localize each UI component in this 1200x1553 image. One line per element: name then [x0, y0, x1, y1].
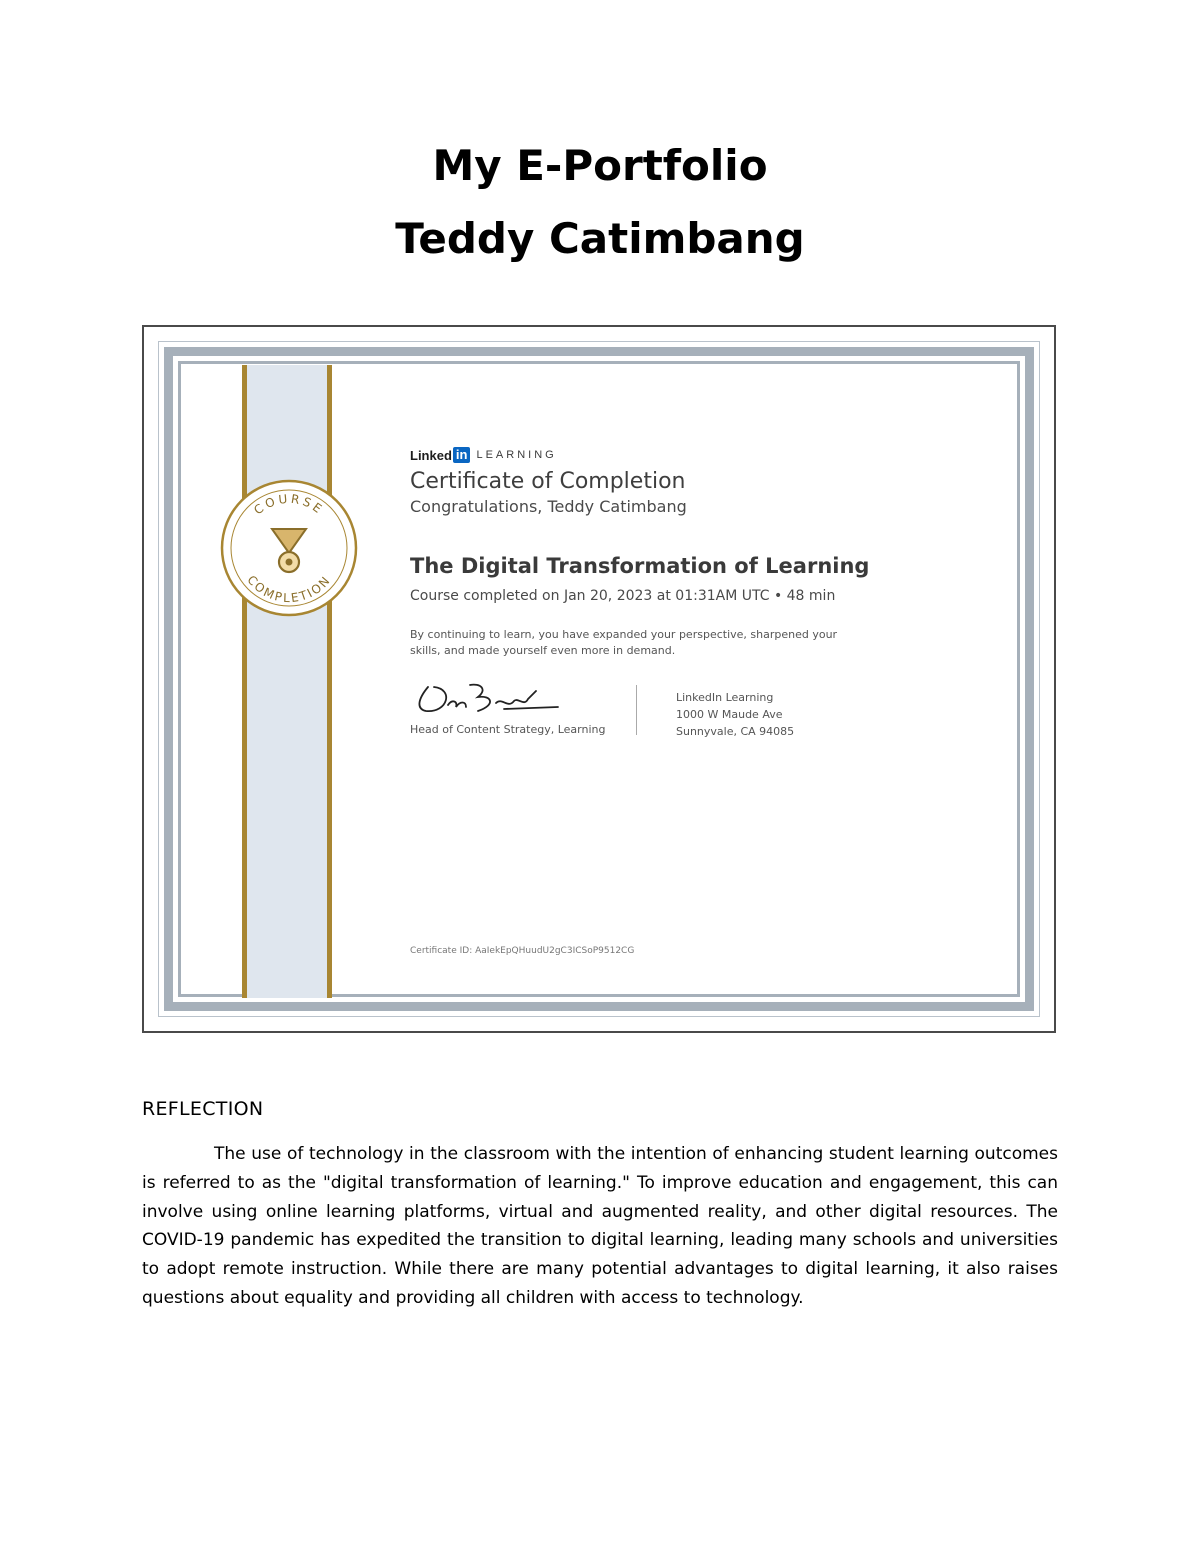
course-title: The Digital Transformation of Learning — [410, 554, 870, 578]
course-completed-info: Course completed on Jan 20, 2023 at 01:31AM UTC • 48 min — [410, 588, 836, 604]
reflection-heading: REFLECTION — [142, 1098, 264, 1120]
course-completion-seal — [220, 479, 358, 617]
certificate-id: Certificate ID: AaIekEpQHuudU2gC3ICSoP9512CG — [410, 946, 635, 956]
brand-in-box: in — [453, 447, 471, 463]
author-name: Teddy Catimbang — [395, 214, 805, 263]
brand-linked: Linked — [410, 447, 452, 463]
certificate-ribbon — [242, 365, 332, 998]
brand-learning: LEARNING — [476, 449, 557, 461]
address-line: Sunnyvale, CA 94085 — [676, 725, 795, 738]
address-line: 1000 W Maude Ave — [676, 708, 783, 721]
certificate-image — [142, 325, 1056, 1033]
seal-bottom-text: COMPLETION — [244, 572, 334, 606]
certificate-heading: Certificate of Completion — [410, 469, 686, 494]
seal-top-text: COURSE — [251, 491, 327, 518]
signature-divider — [636, 685, 637, 735]
address-line: LinkedIn Learning — [676, 691, 774, 704]
course-description: By continuing to learn, you have expanded your perspective, sharpened your skills, and made yourself even more in demand. — [410, 628, 838, 657]
signature-image — [408, 679, 568, 719]
issuer-address — [676, 689, 794, 740]
certificate-congrats: Congratulations, Teddy Catimbang — [410, 497, 687, 516]
linkedin-learning-logo — [410, 447, 557, 463]
reflection-paragraph: The use of technology in the classroom with the intention of enhancing student learning outcomes is referred to as the "digital transformation of learning." To improve education and engagement, this can involve using online learning platforms, virtual and augmented reality, and other digital resources. The COVID-19 pandemic has expedited the transition to digital learning, leading many schools and universities to adopt remote instruction. While there are many potential advantages to digital learning, it also raises questions about equality and providing all children with access to technology. — [142, 1144, 1058, 1308]
signer-role: Head of Content Strategy, Learning — [410, 723, 606, 736]
page-title: My E-Portfolio — [432, 141, 768, 190]
